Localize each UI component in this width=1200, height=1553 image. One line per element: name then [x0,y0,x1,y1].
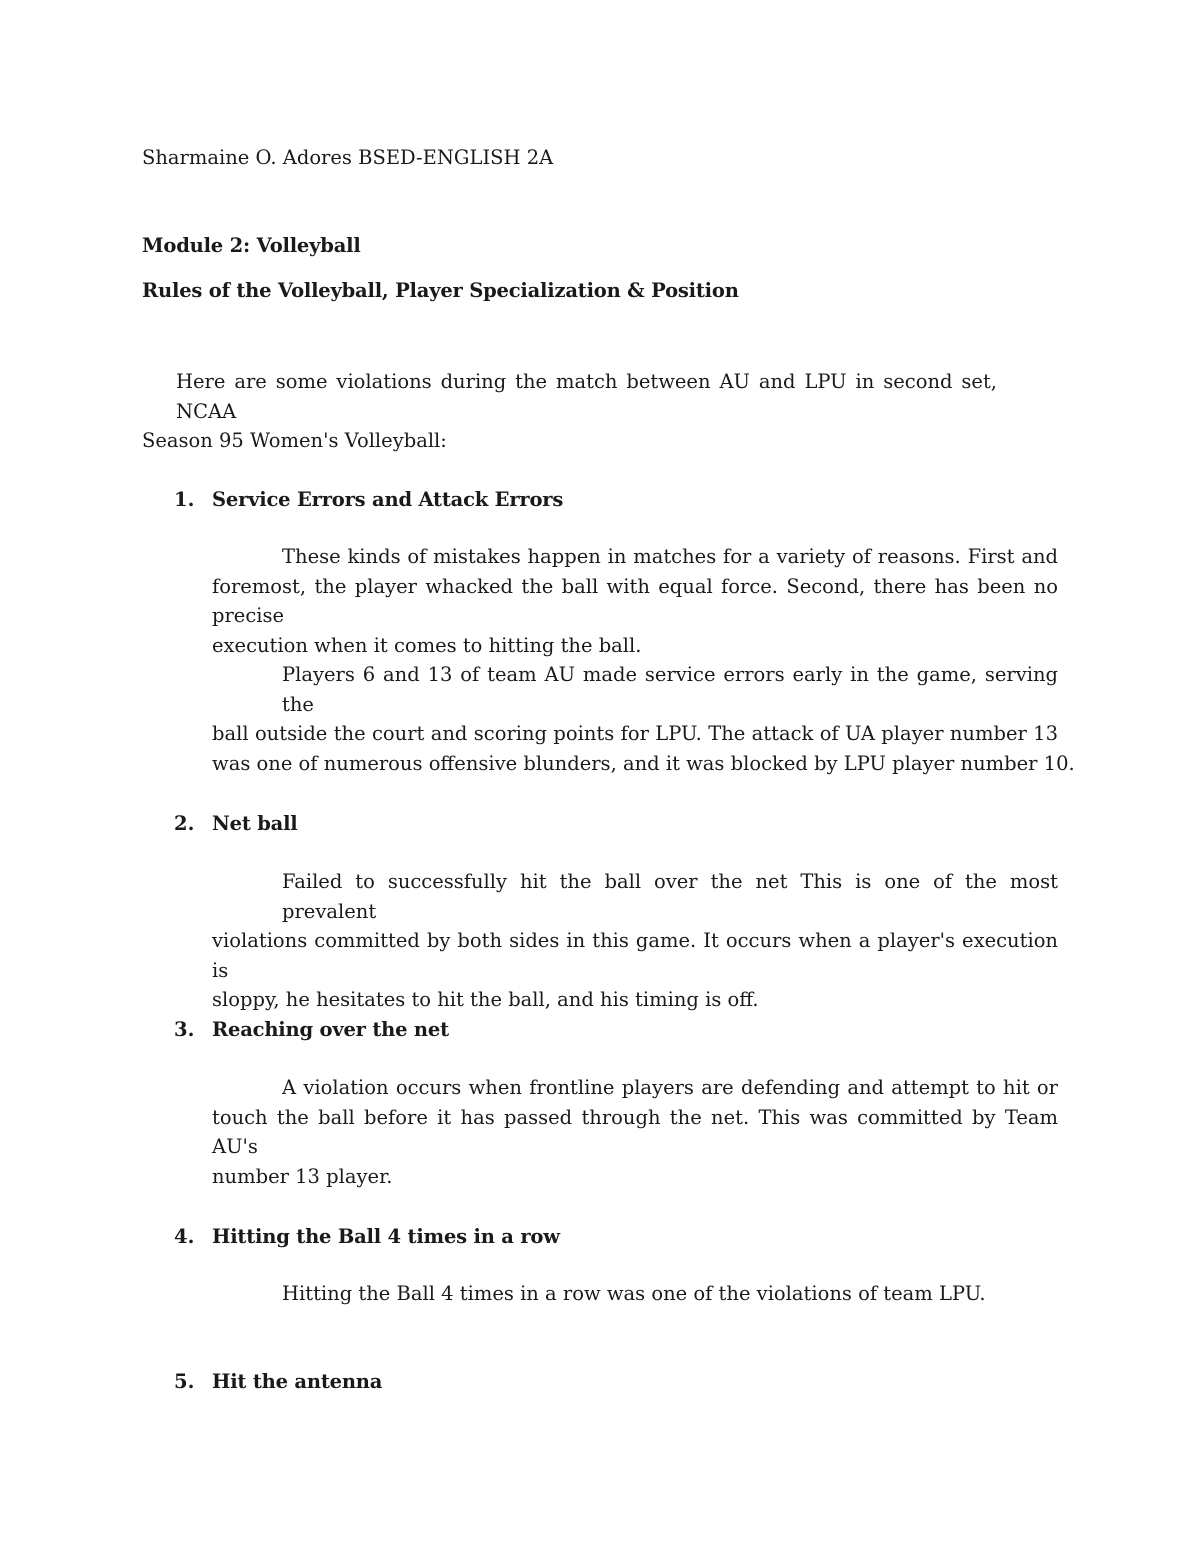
item-1-p1-line-1: These kinds of mistakes happen in matches for a variety of reasons. First and [282,545,1058,568]
intro-line-2: Season 95 Women's Volleyball: [142,429,447,452]
item-1-paragraph-1 [212,542,1058,660]
item-1-p1-line-3: execution when it comes to hitting the ball. [212,633,642,657]
module-title: Module 2: Volleyball [142,234,361,257]
item-2-paragraph-1 [212,867,1058,1015]
intro-paragraph [142,367,997,456]
item-2-p1-line-3: sloppy, he hesitates to hit the ball, and his timing is off. [212,988,759,1011]
item-heading-5: Hit the antenna [212,1370,383,1393]
item-4-paragraph-1 [212,1279,1058,1309]
item-1-p2-line-2: ball outside the court and scoring points for LPU. The attack of UA player number 13 [212,722,1058,745]
item-heading-4: Hitting the Ball 4 times in a row [212,1225,560,1248]
item-1-p2-line-1: Players 6 and 13 of team AU made service errors early in the game, serving the [282,663,1058,716]
item-heading-2: Net ball [212,812,298,835]
item-heading-1: Service Errors and Attack Errors [212,488,564,511]
item-1-p1-line-2: foremost, the player whacked the ball with equal force. Second, there has been no precise [212,574,1058,627]
item-1-p2-line-3: was one of numerous offensive blunders, and it was blocked by LPU player number 10. [212,751,1075,775]
author-line: Sharmaine O. Adores BSED-ENGLISH 2A [142,146,554,169]
item-3-p1-line-1: A violation occurs when frontline players are defending and attempt to hit or [282,1076,1058,1099]
item-number-1: 1. [174,488,195,511]
module-subtitle: Rules of the Volleyball, Player Specialization & Position [142,279,739,302]
item-4-p1-line-1: Hitting the Ball 4 times in a row was one of the violations of team LPU. [282,1282,986,1305]
item-3-p1-line-3: number 13 player. [212,1164,393,1188]
item-2-p1-line-1: Failed to successfully hit the ball over the net This is one of the most prevalent [282,870,1058,923]
item-heading-3: Reaching over the net [212,1018,449,1041]
item-number-5: 5. [174,1370,195,1393]
item-number-4: 4. [174,1225,195,1248]
item-number-2: 2. [174,812,195,835]
item-3-p1-line-2: touch the ball before it has passed through the net. This was committed by Team AU's [212,1105,1058,1158]
item-number-3: 3. [174,1018,195,1041]
item-2-p1-line-2: violations committed by both sides in this game. It occurs when a player's execution is [212,929,1058,982]
item-3-paragraph-1 [212,1073,1058,1191]
item-1-paragraph-2 [212,660,1075,778]
intro-line-1: Here are some violations during the match between AU and LPU in second set, NCAA [176,370,997,423]
